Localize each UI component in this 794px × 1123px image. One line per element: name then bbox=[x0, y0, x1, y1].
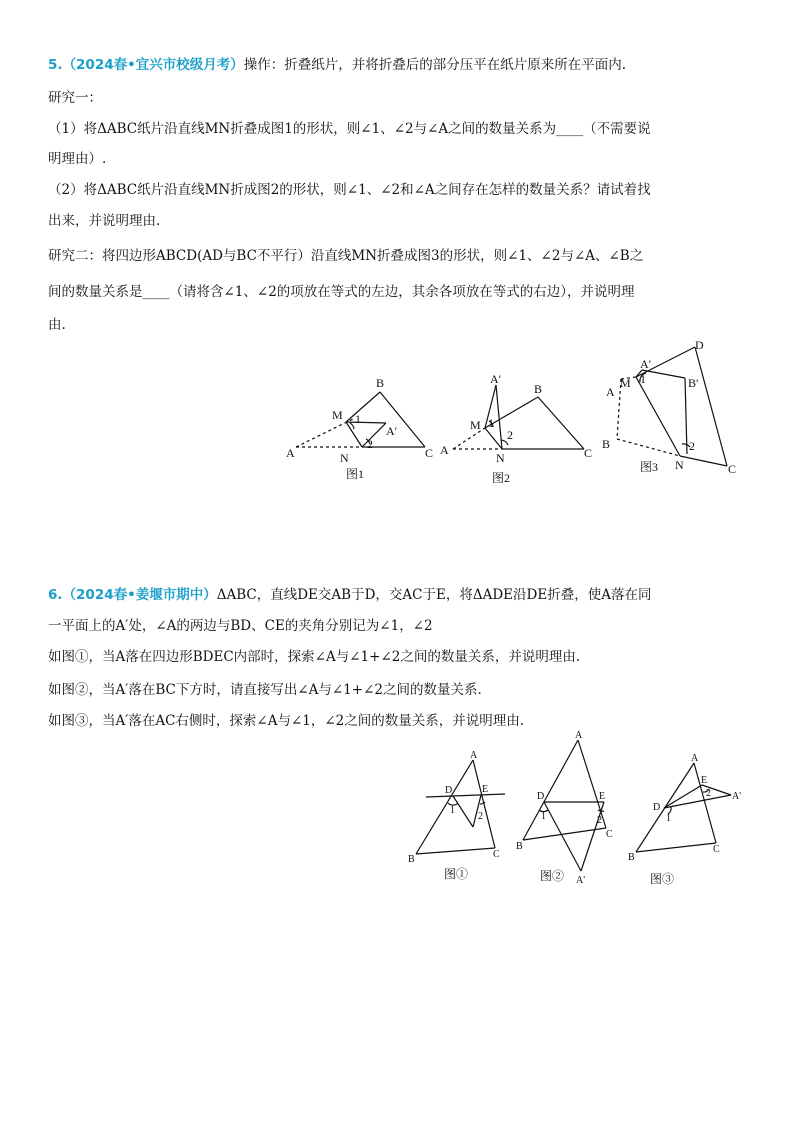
q5-line-1 bbox=[48, 56, 626, 74]
q6-line1-text: ΔABC，直线DE交AB于D，交AC于E，将ΔADE沿DE折叠，使A落在同 bbox=[216, 587, 652, 603]
fig1-caption: 图1 bbox=[346, 467, 365, 481]
q5-study2-line1: 研究二：将四边形ABCD(AD与BC不平行）沿直线MN折叠成图3的形状，则∠1、∠2与∠A、∠B之 bbox=[48, 248, 644, 264]
q5-part2-line1: （2）将ΔABC纸片沿直线MN折成图2的形状，则∠1、∠2和∠A之间存在怎样的数量关系？请试着找 bbox=[48, 182, 651, 198]
q5-figures bbox=[280, 335, 760, 489]
q5-part1-line1: （1）将ΔABC纸片沿直线MN折叠成图1的形状，则∠1、∠2与∠A之间的数量关系为____（不需要说 bbox=[48, 121, 651, 137]
fig3-label-1: 1 bbox=[640, 372, 646, 386]
figure-2-labels bbox=[440, 372, 592, 485]
fig2-label-B: B bbox=[534, 382, 543, 396]
fig3-label-2: 2 bbox=[689, 439, 695, 453]
fig1-label-M: M bbox=[332, 408, 343, 422]
figure-3-labels bbox=[602, 338, 736, 476]
g1-label-2: 2 bbox=[478, 811, 483, 822]
g3-label-C: C bbox=[713, 844, 720, 855]
g1-label-1: 1 bbox=[450, 805, 455, 816]
fig2-BC bbox=[538, 397, 584, 449]
fig1-label-C: C bbox=[425, 446, 434, 460]
figure-circle-1 bbox=[416, 760, 505, 854]
fig1-BC bbox=[380, 392, 425, 447]
g2-label-D: D bbox=[537, 791, 545, 802]
g1-label-E: E bbox=[482, 784, 489, 795]
g3-label-2: 2 bbox=[706, 788, 711, 799]
g1-label-C: C bbox=[493, 849, 500, 860]
g2-AB bbox=[523, 740, 578, 840]
g1-line-DE bbox=[426, 794, 505, 797]
g2-caption: 图② bbox=[540, 869, 565, 883]
g3-label-B: B bbox=[628, 852, 635, 863]
fig2-A1N bbox=[496, 385, 502, 449]
q5-part1-line2: 明理由）. bbox=[48, 151, 107, 167]
q5-study1-heading: 研究一： bbox=[48, 90, 102, 106]
g3-BC bbox=[636, 843, 716, 852]
fig2-MN bbox=[485, 428, 502, 449]
g1-BC bbox=[416, 848, 495, 854]
g2-label-C: C bbox=[606, 829, 613, 840]
fig1-label-N: N bbox=[340, 451, 349, 465]
figure-1-labels bbox=[286, 376, 433, 481]
q5-figures-svg bbox=[280, 335, 760, 485]
fig3-NC bbox=[680, 456, 727, 466]
q6-line-2: 一平面上的A′处，∠A的两边与BD、CE的夹角分别记为∠1，∠2 bbox=[48, 618, 433, 634]
q6-source: （2024春•姜堰市期中） bbox=[62, 587, 217, 603]
q5-study2-line3: 由. bbox=[48, 317, 66, 333]
g2-label-1: 1 bbox=[541, 811, 546, 822]
g2-label-A1: A' bbox=[576, 875, 586, 886]
fig3-label-A1: A′ bbox=[640, 357, 652, 371]
q5-number: 5. bbox=[48, 57, 63, 73]
g2-label-2: 2 bbox=[597, 815, 602, 826]
g3-label-E: E bbox=[701, 775, 708, 786]
g3-label-A1: A' bbox=[732, 791, 742, 802]
figure-circle-1-labels bbox=[408, 750, 500, 881]
g3-caption: 图③ bbox=[650, 872, 675, 886]
g1-caption: 图① bbox=[444, 867, 469, 881]
g1-DA1 bbox=[453, 796, 473, 827]
q6-line-1 bbox=[48, 586, 651, 604]
q6-figures-svg bbox=[400, 728, 760, 888]
fig2-label-A: A bbox=[440, 443, 449, 457]
q5-source: （2024春•宜兴市校级月考） bbox=[62, 57, 244, 73]
g1-AB bbox=[416, 760, 473, 854]
figure-2 bbox=[453, 385, 584, 449]
fig3-MN bbox=[636, 377, 680, 456]
g3-label-D: D bbox=[653, 802, 661, 813]
g2-EA1 bbox=[581, 802, 604, 871]
g2-label-B: B bbox=[516, 841, 523, 852]
fig3-label-C: C bbox=[728, 462, 737, 476]
fig3-label-B: B bbox=[602, 437, 611, 451]
g1-AC bbox=[473, 760, 495, 848]
q5-part2-line2: 出来，并说明理由. bbox=[48, 213, 161, 229]
q6-case-2: 如图②，当A′落在BC下方时，请直接写出∠A与∠1+∠2之间的数量关系. bbox=[48, 682, 482, 698]
q6-case-1: 如图①，当A落在四边形BDEC内部时，探索∠A与∠1+∠2之间的数量关系，并说明理由. bbox=[48, 649, 581, 665]
fig3-caption: 图3 bbox=[640, 460, 659, 474]
figure-circle-2-labels bbox=[516, 730, 613, 886]
g2-label-E: E bbox=[599, 791, 606, 802]
figure-3 bbox=[617, 347, 727, 466]
fig1-NA1 bbox=[362, 423, 386, 447]
fig1-label-A: A bbox=[286, 446, 295, 460]
fig1-label-B: B bbox=[376, 376, 385, 390]
fig1-label-A1: A′ bbox=[386, 424, 398, 438]
figure-circle-3-labels bbox=[628, 753, 741, 886]
fig1-label-1: 1 bbox=[355, 412, 361, 426]
fig2-caption: 图2 bbox=[492, 471, 511, 485]
fig3-dashed-BN bbox=[617, 439, 680, 456]
fig3-label-N: N bbox=[675, 458, 684, 472]
g2-label-A: A bbox=[575, 730, 583, 741]
g3-label-A: A bbox=[691, 753, 699, 764]
fig3-A1B1 bbox=[642, 370, 685, 378]
q6-case-3: 如图③，当A′落在AC右侧时，探索∠A与∠1，∠2之间的数量关系，并说明理由. bbox=[48, 713, 525, 729]
fig1-label-2: 2 bbox=[367, 437, 373, 451]
g1-label-A: A bbox=[470, 750, 478, 761]
fig3-label-D: D bbox=[695, 338, 704, 352]
fig1-MB bbox=[346, 392, 380, 422]
figure-circle-2 bbox=[523, 740, 606, 871]
fig2-label-1: 1 bbox=[488, 416, 494, 430]
fig3-DC bbox=[695, 347, 727, 466]
fig3-label-M: M bbox=[620, 376, 631, 390]
fig2-label-A1: A′ bbox=[490, 372, 502, 386]
fig2-label-N: N bbox=[496, 451, 505, 465]
g1-label-B: B bbox=[408, 854, 415, 865]
figure-circle-3 bbox=[636, 763, 731, 852]
q5-intro: 操作：折叠纸片，并将折叠后的部分压平在纸片原来所在平面内. bbox=[243, 57, 627, 73]
fig3-B1N bbox=[685, 378, 687, 454]
g3-label-1: 1 bbox=[666, 813, 671, 824]
fig2-label-M: M bbox=[470, 418, 481, 432]
g1-label-D: D bbox=[445, 785, 453, 796]
fig3-label-A: A bbox=[606, 385, 615, 399]
fig1-MA1 bbox=[346, 422, 386, 423]
fig2-label-2: 2 bbox=[507, 428, 513, 442]
fig3-label-B1: B′ bbox=[688, 376, 699, 390]
q6-number: 6. bbox=[48, 587, 63, 603]
q5-study2-line2: 间的数量关系是____（请将含∠1、∠2的项放在等式的左边，其余各项放在等式的右边），并说明理 bbox=[48, 284, 635, 300]
fig2-label-C: C bbox=[584, 446, 593, 460]
q6-figures bbox=[400, 728, 760, 892]
